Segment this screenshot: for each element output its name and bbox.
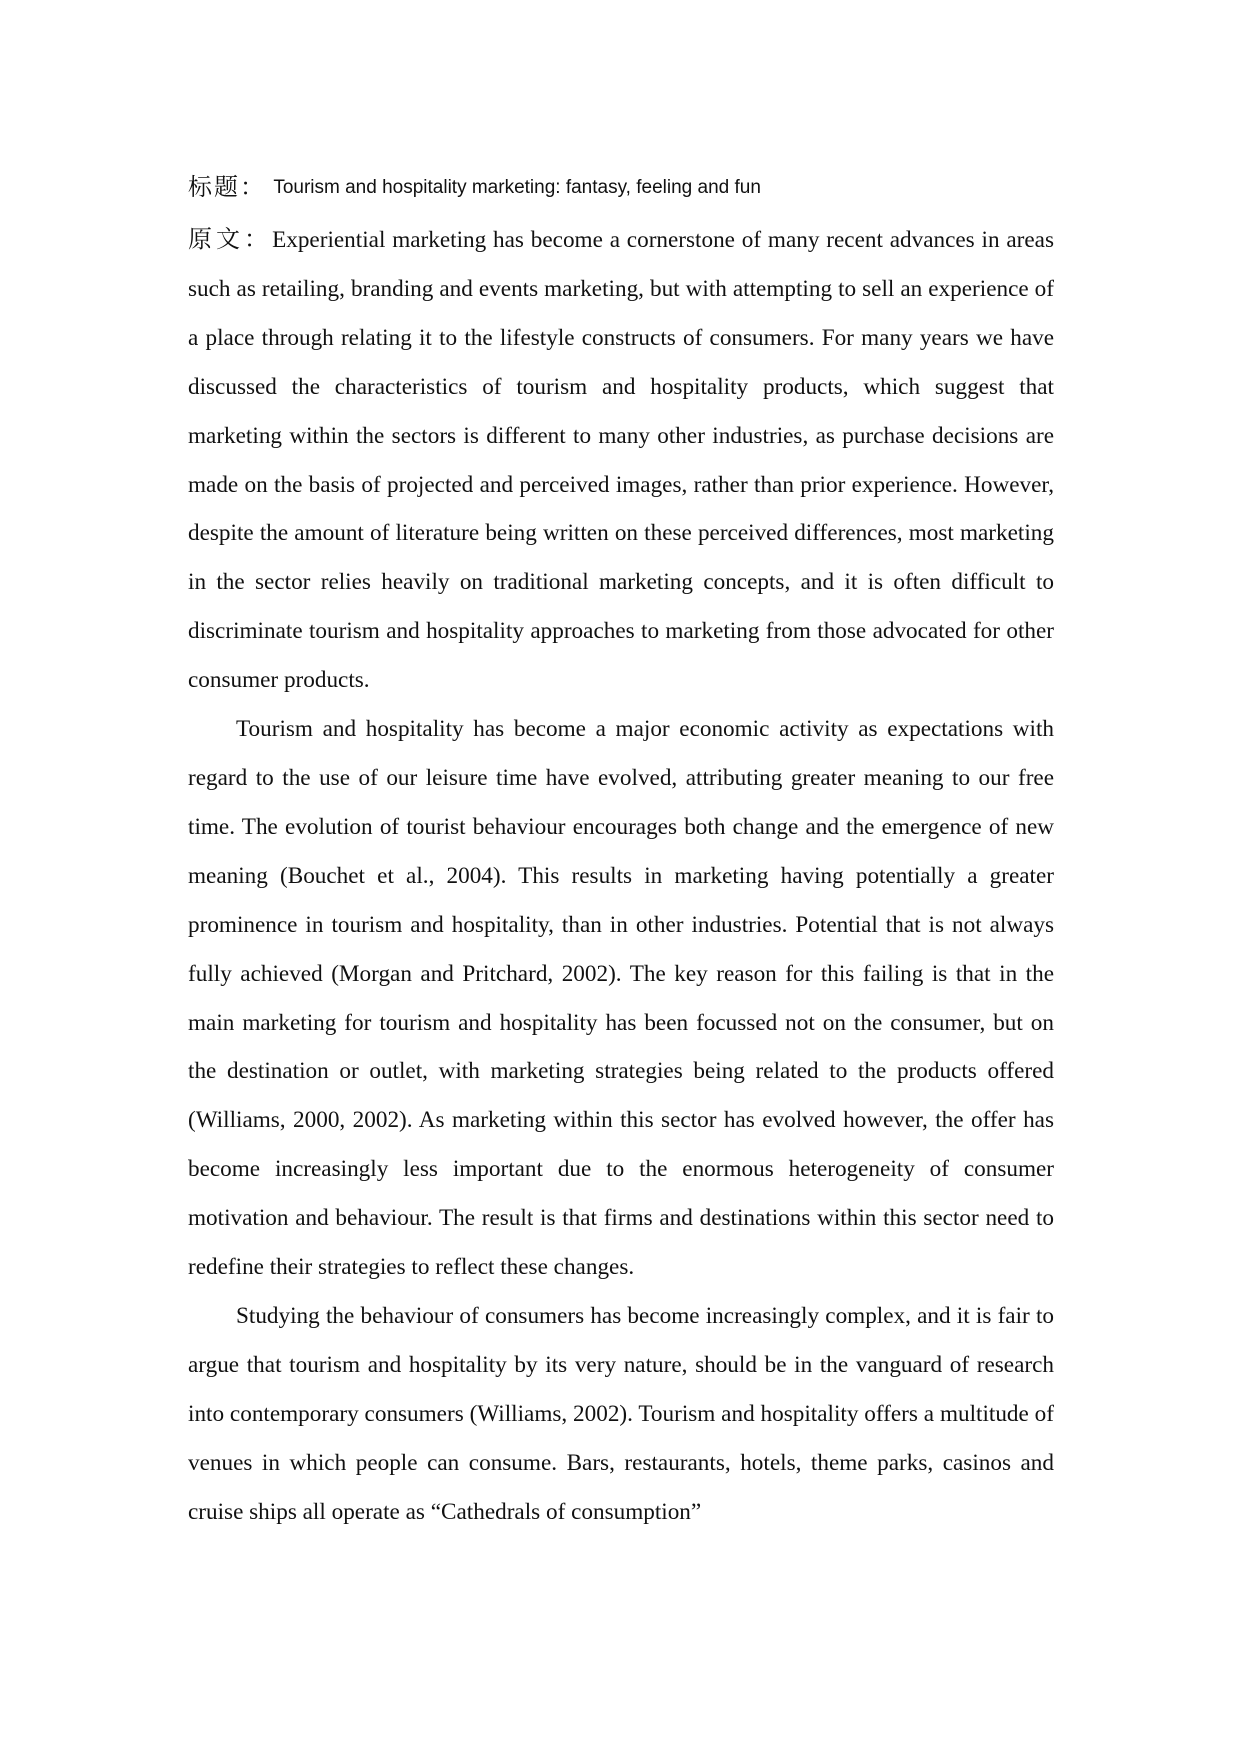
document-page bbox=[188, 164, 1054, 1536]
paragraph-1 bbox=[188, 215, 1054, 705]
document-title: Tourism and hospitality marketing: fantasy, feeling and fun bbox=[273, 177, 761, 198]
title-label: 标题： bbox=[188, 173, 266, 201]
title-line bbox=[188, 164, 1054, 210]
original-label: 原文： bbox=[188, 225, 273, 253]
paragraph-3: Studying the behaviour of consumers has become increasingly complex, and it is fair to argue that tourism and hospitality by its very nature, should be in the vanguard of research into contemporary consumers (Williams, 2002). Tourism and hospitality offers a multitude of venues in which people can consume. Bars, restaurants, hotels, theme parks, casinos and cruise ships all operate as “Cathedrals of consumption” bbox=[188, 1302, 1054, 1525]
paragraph-2: Tourism and hospitality has become a major economic activity as expectations with regard to the use of our leisure time have evolved, attributing greater meaning to our free time. The evolution of tourist behaviour encourages both change and the emergence of new meaning (Bouchet et al., 2004). This results in marketing having potentially a greater prominence in tourism and hospitality, than in other industries. Potential that is not always fully achieved (Morgan and Pritchard, 2002). The key reason for this failing is that in the main marketing for tourism and hospitality has been focussed not on the consumer, but on the destination or outlet, with marketing strategies being related to the products offered (Williams, 2000, 2002). As marketing within this sector has evolved however, the offer has become increasingly less important due to the enormous heterogeneity of consumer motivation and behaviour. The result is that firms and destinations within this sector need to redefine their strategies to reflect these changes. bbox=[188, 716, 1054, 1281]
paragraph-1-text: Experiential marketing has become a cornerstone of many recent advances in areas such as retailing, branding and events marketing, but with attempting to sell an experience of a place through relating it to the lifestyle constructs of consumers. For many years we have discussed the characteristics of tourism and hospitality products, which suggest that marketing within the sectors is different to many other industries, as purchase decisions are made on the basis of projected and perceived images, rather than prior experience. However, despite the amount of literature being written on these perceived differences, most marketing in the sector relies heavily on traditional marketing concepts, and it is often difficult to discriminate tourism and hospitality approaches to marketing from those advocated for other consumer products. bbox=[188, 227, 1054, 694]
